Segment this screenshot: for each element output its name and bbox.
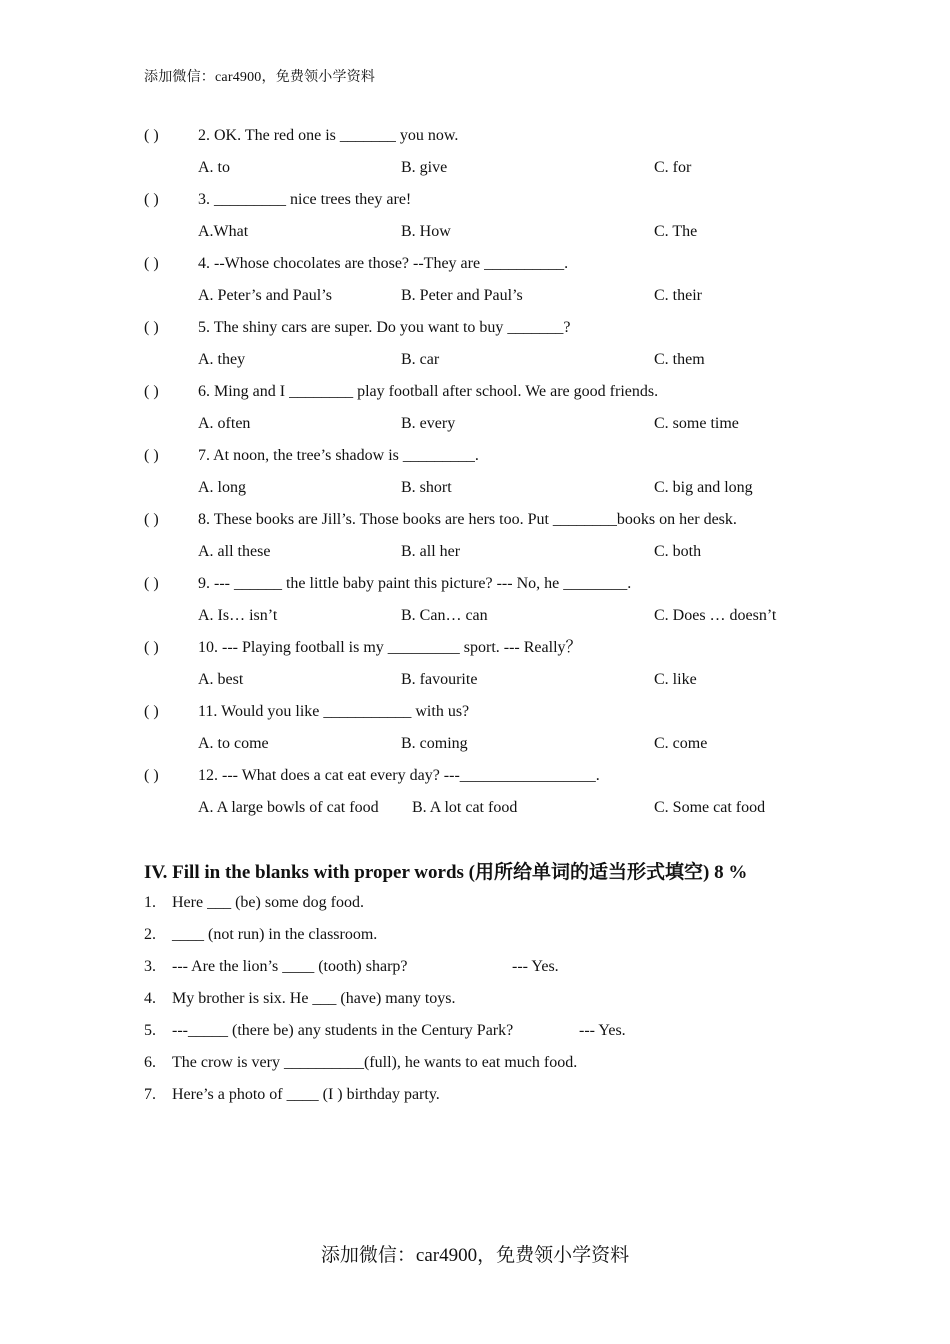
question-row bbox=[0, 765, 950, 787]
option-c: C. their bbox=[654, 287, 702, 304]
option-a: A. they bbox=[198, 351, 246, 368]
option-b: B. car bbox=[401, 351, 440, 368]
answer-bracket: ( ) bbox=[144, 383, 159, 400]
item-number: 4. bbox=[144, 990, 156, 1007]
option-c: C. for bbox=[654, 159, 692, 176]
fill-item bbox=[0, 1084, 950, 1106]
question-row bbox=[0, 573, 950, 595]
options-row bbox=[0, 157, 950, 179]
option-b: B. coming bbox=[401, 735, 468, 752]
item-text: Here’s a photo of ____ (I ) birthday party. bbox=[172, 1086, 440, 1103]
answer-bracket: ( ) bbox=[144, 191, 159, 208]
answer-bracket: ( ) bbox=[144, 511, 159, 528]
item-text: The crow is very __________(full), he wants to eat much food. bbox=[172, 1054, 578, 1071]
item-text: --- Are the lion’s ____ (tooth) sharp? bbox=[172, 958, 408, 975]
option-c: C. both bbox=[654, 543, 702, 560]
question-stem: 6. Ming and I ________ play football after school. We are good friends. bbox=[198, 383, 659, 400]
option-a: A. to bbox=[198, 159, 230, 176]
question-row bbox=[0, 381, 950, 403]
fill-item bbox=[0, 892, 950, 914]
option-a: A. to come bbox=[198, 735, 269, 752]
option-b: B. A lot cat food bbox=[412, 799, 518, 816]
option-c: C. The bbox=[654, 223, 698, 240]
answer-bracket: ( ) bbox=[144, 703, 159, 720]
question-stem: 8. These books are Jill’s. Those books are hers too. Put ________books on her desk. bbox=[198, 511, 737, 528]
question-stem: 3. _________ nice trees they are! bbox=[198, 191, 412, 208]
answer-bracket: ( ) bbox=[144, 767, 159, 784]
option-a: A. often bbox=[198, 415, 251, 432]
header-watermark-note: 添加微信：car4900，免费领小学资料 bbox=[144, 70, 376, 85]
option-b: B. Can… can bbox=[401, 607, 488, 624]
question-stem: 7. At noon, the tree’s shadow is _________. bbox=[198, 447, 479, 464]
question-stem: 9. --- ______ the little baby paint this picture? --- No, he ________. bbox=[198, 575, 632, 592]
question-stem: 2. OK. The red one is _______ you now. bbox=[198, 127, 459, 144]
question-row bbox=[0, 509, 950, 531]
option-a: A. all these bbox=[198, 543, 271, 560]
question-row bbox=[0, 637, 950, 659]
fill-item bbox=[0, 1020, 950, 1042]
item-number: 5. bbox=[144, 1022, 156, 1039]
option-b: B. favourite bbox=[401, 671, 478, 688]
question-stem: 12. --- What does a cat eat every day? ---_________________. bbox=[198, 767, 600, 784]
options-row bbox=[0, 605, 950, 627]
option-b: B. give bbox=[401, 159, 448, 176]
item-text: ____ (not run) in the classroom. bbox=[172, 926, 378, 943]
question-row bbox=[0, 701, 950, 723]
option-c: C. big and long bbox=[654, 479, 753, 496]
question-row bbox=[0, 189, 950, 211]
question-row bbox=[0, 125, 950, 147]
item-text: Here ___ (be) some dog food. bbox=[172, 894, 364, 911]
question-row bbox=[0, 317, 950, 339]
question-stem: 4. --Whose chocolates are those? --They are __________. bbox=[198, 255, 569, 272]
option-a: A. best bbox=[198, 671, 244, 688]
answer-bracket: ( ) bbox=[144, 127, 159, 144]
item-reply: --- Yes. bbox=[512, 958, 559, 975]
option-a: A. long bbox=[198, 479, 246, 496]
question-stem: 11. Would you like ___________ with us? bbox=[198, 703, 470, 720]
option-b: B. short bbox=[401, 479, 452, 496]
item-number: 1. bbox=[144, 894, 156, 911]
option-c: C. them bbox=[654, 351, 705, 368]
option-b: B. all her bbox=[401, 543, 461, 560]
options-row bbox=[0, 477, 950, 499]
fill-item bbox=[0, 924, 950, 946]
option-c: C. Does … doesn’t bbox=[654, 607, 777, 624]
option-a: A.What bbox=[198, 223, 249, 240]
question-stem: 10. --- Playing football is my _________ sport. --- Really？ bbox=[198, 639, 582, 656]
fill-item bbox=[0, 988, 950, 1010]
answer-bracket: ( ) bbox=[144, 319, 159, 336]
footer-watermark-note: 添加微信：car4900，免费领小学资料 bbox=[320, 1245, 630, 1266]
option-b: B. How bbox=[401, 223, 451, 240]
answer-bracket: ( ) bbox=[144, 639, 159, 656]
option-c: C. come bbox=[654, 735, 708, 752]
item-reply: --- Yes. bbox=[579, 1022, 626, 1039]
item-number: 7. bbox=[144, 1086, 156, 1103]
answer-bracket: ( ) bbox=[144, 447, 159, 464]
options-row bbox=[0, 221, 950, 243]
option-c: C. some time bbox=[654, 415, 739, 432]
answer-bracket: ( ) bbox=[144, 255, 159, 272]
options-row bbox=[0, 349, 950, 371]
options-row bbox=[0, 413, 950, 435]
item-number: 2. bbox=[144, 926, 156, 943]
options-row bbox=[0, 669, 950, 691]
question-stem: 5. The shiny cars are super. Do you want to buy _______? bbox=[198, 319, 571, 336]
question-row bbox=[0, 253, 950, 275]
item-text: ---_____ (there be) any students in the Century Park? bbox=[172, 1022, 514, 1039]
options-row bbox=[0, 797, 950, 819]
option-b: B. every bbox=[401, 415, 456, 432]
fill-item bbox=[0, 956, 950, 978]
option-b: B. Peter and Paul’s bbox=[401, 287, 523, 304]
item-number: 6. bbox=[144, 1054, 156, 1071]
option-c: C. like bbox=[654, 671, 697, 688]
option-a: A. Peter’s and Paul’s bbox=[198, 287, 332, 304]
option-a: A. A large bowls of cat food bbox=[198, 799, 379, 816]
option-c: C. Some cat food bbox=[654, 799, 766, 816]
options-row bbox=[0, 733, 950, 755]
options-row bbox=[0, 541, 950, 563]
option-a: A. Is… isn’t bbox=[198, 607, 278, 624]
question-row bbox=[0, 445, 950, 467]
answer-bracket: ( ) bbox=[144, 575, 159, 592]
options-row bbox=[0, 285, 950, 307]
fill-item bbox=[0, 1052, 950, 1074]
section-iv-title: IV. Fill in the blanks with proper words (用所给单词的适当形式填空) 8 % bbox=[144, 862, 748, 883]
item-number: 3. bbox=[144, 958, 156, 975]
item-text: My brother is six. He ___ (have) many toys. bbox=[172, 990, 456, 1007]
